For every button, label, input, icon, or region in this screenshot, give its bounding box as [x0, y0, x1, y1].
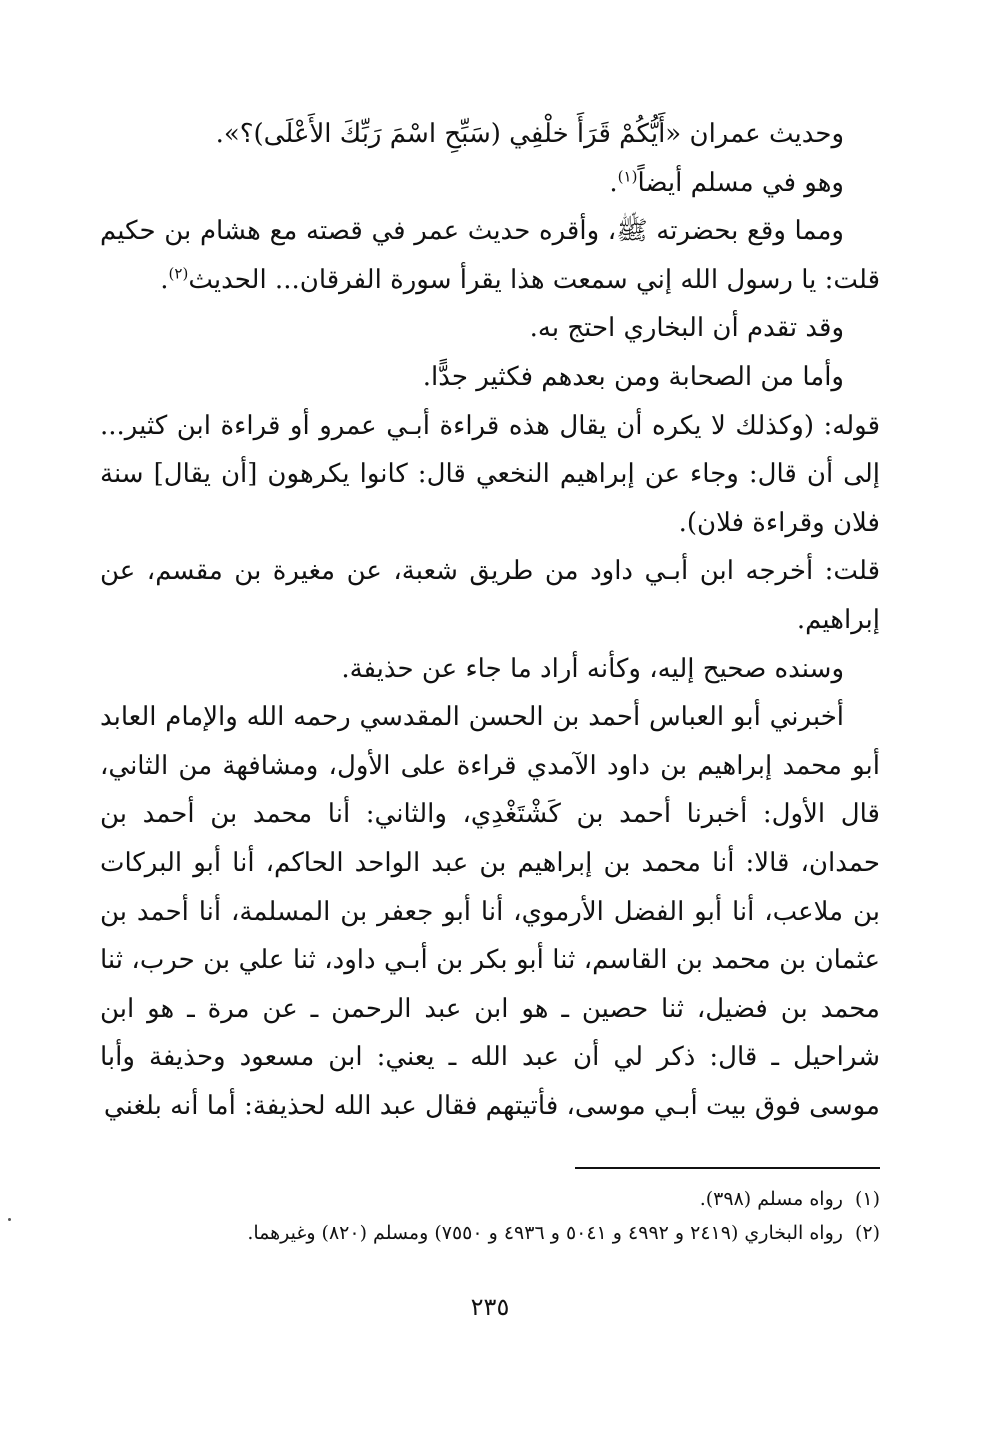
footnote-ref-1[interactable]: (١)	[617, 166, 638, 185]
book-page	[100, 110, 880, 1320]
footnote-1	[100, 1182, 880, 1216]
paragraph-2-tail: .	[609, 167, 618, 198]
footnote-divider	[575, 1167, 880, 1169]
footnote-1-text: رواه مسلم (٣٩٨).	[699, 1188, 843, 1210]
footnote-ref-2[interactable]: (٢)	[168, 264, 189, 283]
paragraph-7-text: قلت: أخرجه ابن أبـي داود من طريق شعبة، عن مغيرة بن مقسم، عن إبراهيم.	[100, 556, 880, 635]
footnote-2	[100, 1216, 880, 1250]
paragraph-3	[100, 207, 880, 304]
footnote-2-text: رواه البخاري (٢٤١٩ و ٤٩٩٢ و ٥٠٤١ و ٤٩٣٦ و ٧٥٥٠) ومسلم (٨٢٠) وغيرهما.	[247, 1222, 843, 1244]
footnotes	[100, 1182, 880, 1250]
paragraph-4	[100, 304, 880, 353]
paragraph-7	[100, 547, 880, 644]
paragraph-2	[100, 159, 880, 208]
paragraph-6	[100, 402, 880, 548]
footnote-1-number: (١)	[854, 1188, 880, 1210]
page-number: ٢٣٥	[470, 1293, 510, 1321]
footnote-2-number: (٢)	[854, 1222, 880, 1244]
paragraph-5-text: وأما من الصحابة ومن بعدهم فكثير جدًّا.	[422, 361, 844, 392]
paragraph-9-text: أخبرني أبو العباس أحمد بن الحسن المقدسي رحمه الله والإمام العابد أبو محمد إبراهيم بن داود الآمدي قراءة على الأول، ومشافهة من الثاني، قال الأول: أخبرنا أحمد بن كَشْتَغْدِي، والثاني: أنا محمد بن أحمد بن حمدان، قالا: أنا محمد بن إبراهيم بن عبد الواحد الحاكم، أنا أبو البركات بن ملاعب، أنا أبو الفضل الأرموي، أنا أبو جعفر بن المسلمة، أنا أحمد بن عثمان بن محمد بن القاسم، ثنا أبو بكر بن أبـي داود، ثنا علي بن حرب، ثنا محمد بن فضيل، ثنا حصين ـ هو ابن عبد الرحمن ـ عن مرة ـ هو ابن شراحيل ـ قال: ذكر لي أن عبد الله ـ يعني: ابن مسعود وحذيفة وأبا موسى فوق بيت أبـي موسى، فأتيتهم فقال عبد الله لحذيفة: أما أنه بلغني	[100, 702, 880, 1121]
paragraph-1-text: وحديث عمران «أَيُّكُمْ قَرَأَ خلْفِي (سَبِّحِ اسْمَ رَبِّكَ الأَعْلَى)؟».	[215, 119, 844, 149]
paragraph-2-text: وهو في مسلم أيضاً	[637, 167, 844, 198]
main-text	[100, 110, 880, 1130]
paragraph-6-text: قوله: (وكذلك لا يكره أن يقال هذه قراءة أبـي عمرو أو قراءة ابن كثير... إلى أن قال: وجاء عن إبراهيم النخعي قال: كانوا يكرهون [أن يقال] سنة فلان وقراءة فلان).	[100, 410, 880, 538]
paragraph-8-text: وسنده صحيح إليه، وكأنه أراد ما جاء عن حذيفة.	[341, 653, 844, 684]
paragraph-4-text: وقد تقدم أن البخاري احتج به.	[529, 313, 844, 344]
paragraph-1	[100, 110, 880, 159]
paragraph-5	[100, 353, 880, 402]
scan-speck	[8, 1218, 11, 1221]
paragraph-9	[100, 693, 880, 1130]
paragraph-3-text: ومما وقع بحضرته ﷺ، وأقره حديث عمر في قصته مع هشام بن حكيم قلت: يا رسول الله إني سمعت هذا يقرأ سورة الفرقان... الحديث	[100, 216, 880, 295]
paragraph-3-tail: .	[160, 264, 169, 295]
paragraph-8	[100, 645, 880, 694]
